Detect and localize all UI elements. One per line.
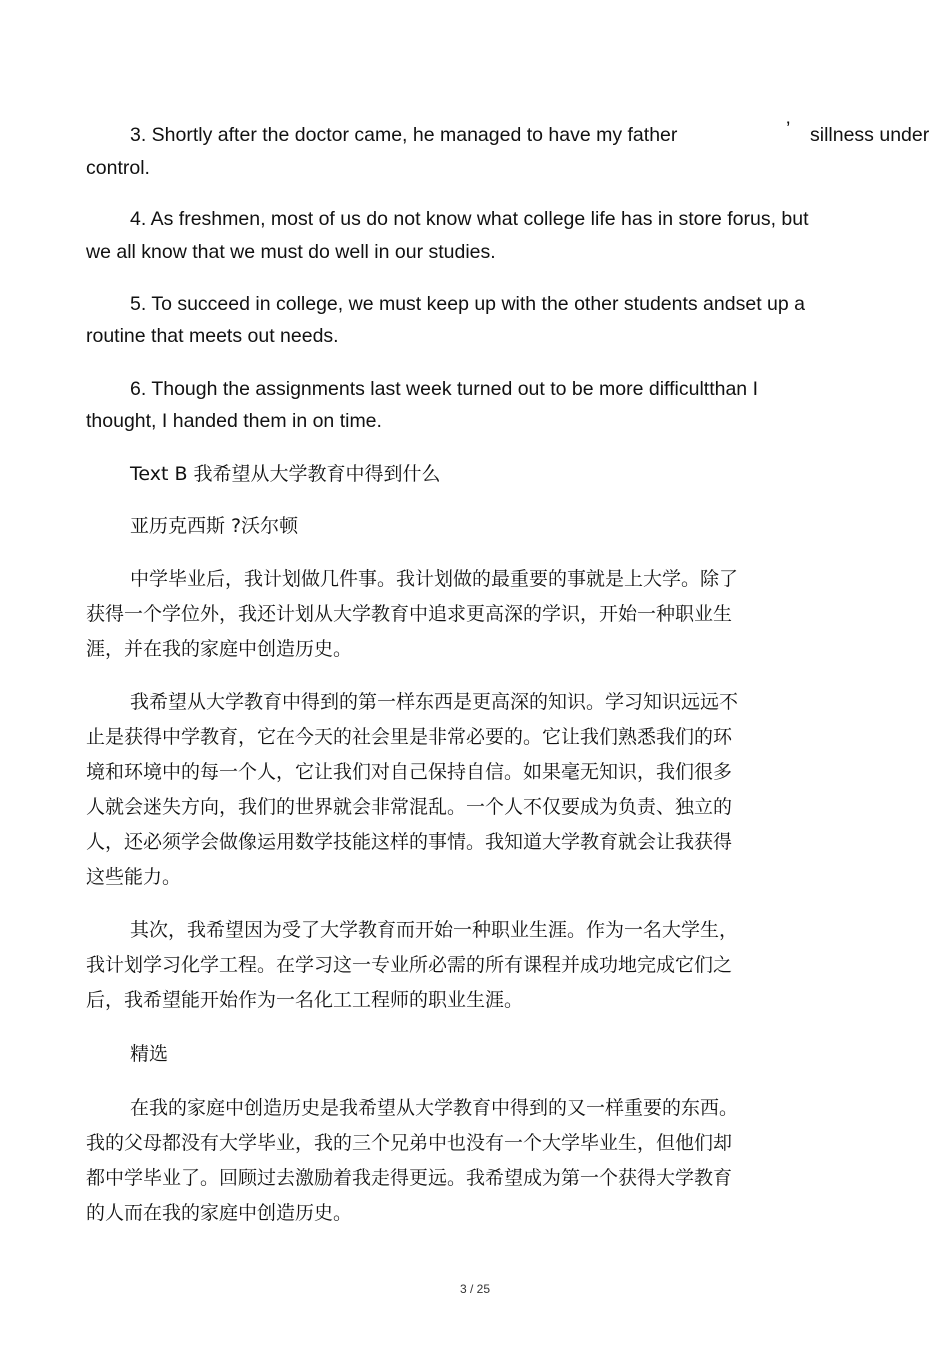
item4-line1: 4. As freshmen, most of us do not know what college life has in store forus, but: [130, 208, 809, 230]
item3-line1a: 3. Shortly after the doctor came, he managed to have my father: [130, 124, 678, 146]
para4-line1: 在我的家庭中创造历史是我希望从大学教育中得到的又一样重要的东西。: [130, 1097, 739, 1119]
textb-author: 亚历克西斯 ?沃尔顿: [130, 515, 299, 537]
para4-line3: 都中学毕业了。回顾过去激励着我走得更远。我希望成为第一个获得大学教育: [86, 1167, 733, 1189]
para2-line2: 止是获得中学教育，它在今天的社会里是非常必要的。它让我们熟悉我们的环: [86, 726, 733, 748]
item3-line2: control.: [86, 157, 150, 179]
para2-line1: 我希望从大学教育中得到的第一样东西是更高深的知识。学习知识远远不: [130, 691, 739, 713]
item5-line1: 5. To succeed in college, we must keep up with the other students andset up a: [130, 293, 805, 315]
item4-line2: we all know that we must do well in our studies.: [86, 241, 496, 263]
para4-line4: 的人而在我的家庭中创造历史。: [86, 1202, 353, 1224]
para1-line3: 涯，并在我的家庭中创造历史。: [86, 638, 353, 660]
item5-line2: routine that meets out needs.: [86, 325, 339, 347]
para1-line1: 中学毕业后，我计划做几件事。我计划做的最重要的事就是上大学。除了: [130, 568, 739, 590]
para3-line2: 我计划学习化学工程。在学习这一专业所必需的所有课程并成功地完成它们之: [86, 954, 733, 976]
para3-line1: 其次，我希望因为受了大学教育而开始一种职业生涯。作为一名大学生，: [130, 919, 739, 941]
item3-apostrophe: ’: [786, 118, 791, 140]
page-number: 3 / 25: [459, 1282, 491, 1296]
marker-label: 精选: [130, 1043, 169, 1065]
para3-line3: 后，我希望能开始作为一名化工工程师的职业生涯。: [86, 989, 524, 1011]
textb-title: Text B 我希望从大学教育中得到什么: [130, 463, 441, 485]
item6-line2: thought, I handed them in on time.: [86, 410, 382, 432]
item3-line1b: sillness under: [810, 124, 930, 146]
para4-line2: 我的父母都没有大学毕业，我的三个兄弟中也没有一个大学毕业生，但他们却: [86, 1132, 733, 1154]
para2-line3: 境和环境中的每一个人，它让我们对自己保持自信。如果毫无知识，我们很多: [86, 761, 733, 783]
item6-line1: 6. Though the assignments last week turned out to be more difficultthan I: [130, 378, 758, 400]
para2-line5: 人，还必须学会做像运用数学技能这样的事情。我知道大学教育就会让我获得: [86, 831, 733, 853]
para1-line2: 获得一个学位外，我还计划从大学教育中追求更高深的学识，开始一种职业生: [86, 603, 733, 625]
para2-line4: 人就会迷失方向，我们的世界就会非常混乱。一个人不仅要成为负责、独立的: [86, 796, 733, 818]
para2-line6: 这些能力。: [86, 866, 182, 888]
